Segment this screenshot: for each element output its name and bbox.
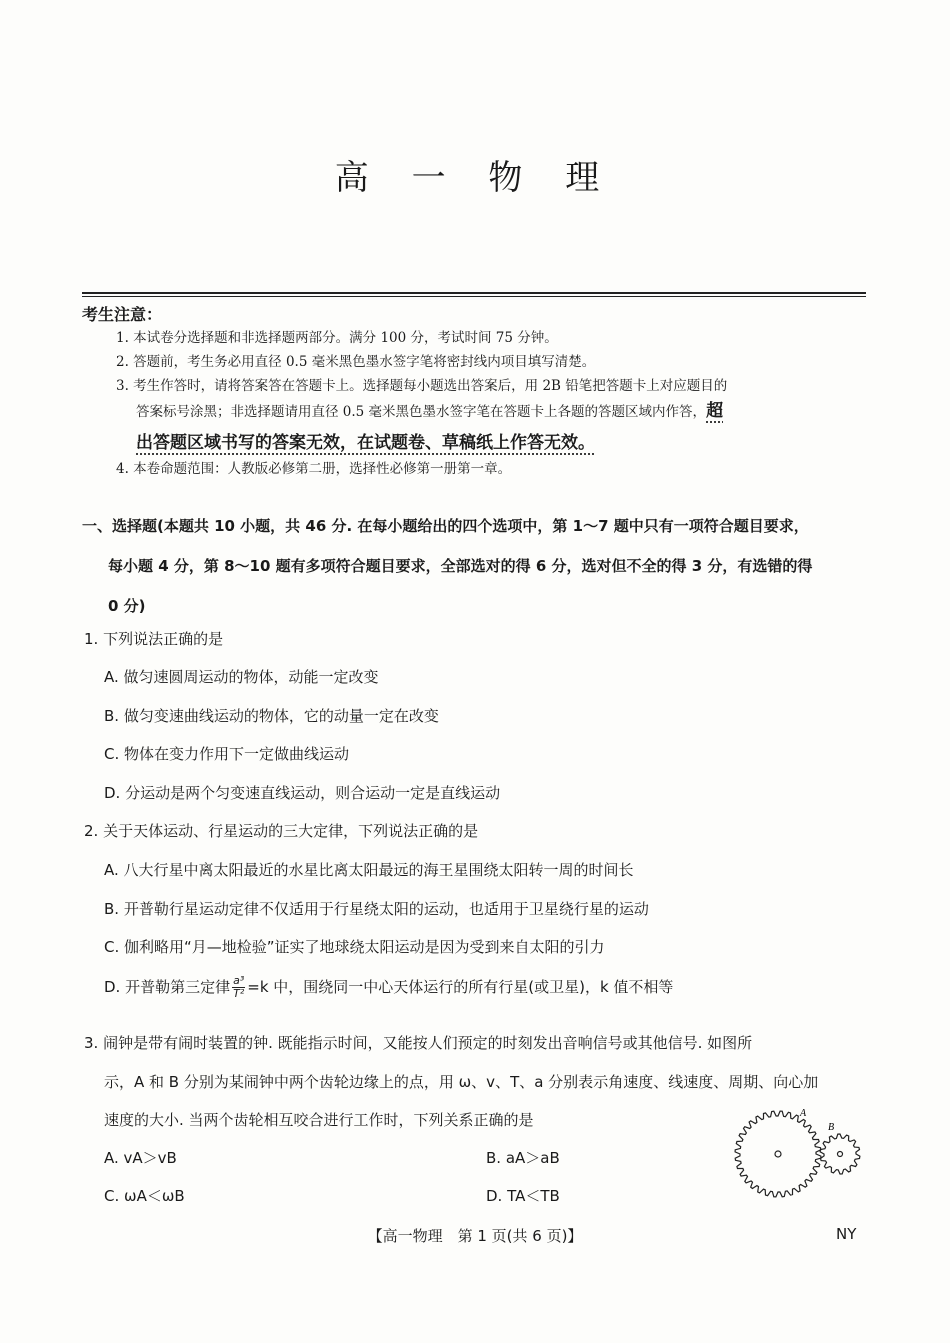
- small-gear-axle: [838, 1152, 843, 1157]
- notice-item-3-cont: [136, 400, 866, 423]
- small-gear: [820, 1134, 860, 1174]
- section-heading-line-2: 每小题 4 分，第 8～10 题有多项符合题目要求，全部选对的得 6 分，选对但不全的得 3 分，有选错的得: [108, 557, 813, 575]
- question-1-option-a: A. 做匀速圆周运动的物体，动能一定改变: [104, 668, 379, 686]
- section-heading-line-1: 一、选择题(本题共 10 小题，共 46 分. 在每小题给出的四个选项中，第 1～7 题中只有一项符合题目要求，: [82, 517, 809, 535]
- page-title: 高 一 物 理: [334, 158, 616, 198]
- question-2-option-d-suffix: =k 中，围绕同一中心天体运行的所有行星(或卫星)，k 值不相等: [247, 978, 674, 996]
- question-3-option-a: A. vA＞vB: [104, 1149, 177, 1167]
- question-3-line-1: 3. 闹钟是带有闹时装置的钟. 既能指示时间，又能按人们预定的时刻发出音响信号或其他信号. 如图所: [84, 1034, 753, 1052]
- top-rule-thin: [82, 296, 866, 297]
- question-2-option-d: [104, 975, 673, 1000]
- kepler-fraction: [232, 975, 245, 1000]
- paper-code: NY: [836, 1225, 857, 1243]
- question-3-line-3: 速度的大小. 当两个齿轮相互咬合进行工作时，下列关系正确的是: [104, 1111, 534, 1129]
- point-a-label: A: [800, 1108, 807, 1119]
- question-2-option-a: A. 八大行星中离太阳最近的水星比离太阳最远的海王星围绕太阳转一周的时间长: [104, 861, 634, 879]
- top-rule-thick: [82, 292, 866, 294]
- large-gear-axle: [775, 1151, 781, 1157]
- question-2-option-b: B. 开普勒行星运动定律不仅适用于行星绕太阳的运动，也适用于卫星绕行星的运动: [104, 900, 649, 918]
- notice-item-2: 2. 答题前，考生务必用直径 0.5 毫米黑色墨水签字笔将密封线内项目填写清楚。: [116, 354, 596, 370]
- point-b-label: B: [828, 1122, 835, 1133]
- fraction-numerator: a³: [233, 974, 245, 987]
- question-1-stem: 1. 下列说法正确的是: [84, 630, 224, 648]
- question-3-option-b: B. aA＞aB: [486, 1149, 560, 1167]
- question-2-stem: 2. 关于天体运动、行星运动的三大定律，下列说法正确的是: [84, 822, 479, 840]
- question-3-option-c: C. ωA＜ωB: [104, 1187, 185, 1205]
- notice-emphasis: 出答题区域书写的答案无效，在试题卷、草稿纸上作答无效。: [136, 433, 595, 453]
- question-2-option-c: C. 伽利略用“月—地检验”证实了地球绕太阳运动是因为受到来自太阳的引力: [104, 938, 605, 956]
- fraction-denominator: T²: [233, 987, 245, 1000]
- notice-title: 考生注意：: [82, 305, 163, 324]
- page-footer: 【高一物理 第 1 页(共 6 页)】: [367, 1227, 583, 1245]
- question-1-option-b: B. 做匀变速曲线运动的物体，它的动量一定在改变: [104, 707, 439, 725]
- notice-item-4: 4. 本卷命题范围：人教版必修第二册，选择性必修第一册第一章。: [116, 461, 512, 477]
- question-1-option-d: D. 分运动是两个匀变速直线运动，则合运动一定是直线运动: [104, 784, 501, 802]
- notice-item-3-text: 答案标号涂黑；非选择题请用直径 0.5 毫米黑色墨水签字笔在答题卡上各题的答题区域内作答，: [136, 404, 707, 420]
- question-3-line-2: 示，A 和 B 分别为某闹钟中两个齿轮边缘上的点，用 ω、v、T、a 分别表示角速度、线速度、周期、向心加: [104, 1073, 819, 1091]
- section-heading-line-3: 0 分): [108, 597, 146, 615]
- large-gear: [735, 1111, 821, 1197]
- notice-item-3: 3. 考生作答时，请将答案答在答题卡上。选择题每小题选出答案后，用 2B 铅笔把答题卡上对应题目的: [116, 378, 728, 394]
- gear-diagram: [728, 1108, 868, 1198]
- notice-item-1: 1. 本试卷分选择题和非选择题两部分。满分 100 分，考试时间 75 分钟。: [116, 330, 558, 346]
- question-3-option-d: D. TA＜TB: [486, 1187, 560, 1205]
- question-1-option-c: C. 物体在变力作用下一定做曲线运动: [104, 745, 350, 763]
- notice-emphasis-start: 超: [706, 401, 724, 421]
- question-2-option-d-prefix: D. 开普勒第三定律: [104, 978, 231, 996]
